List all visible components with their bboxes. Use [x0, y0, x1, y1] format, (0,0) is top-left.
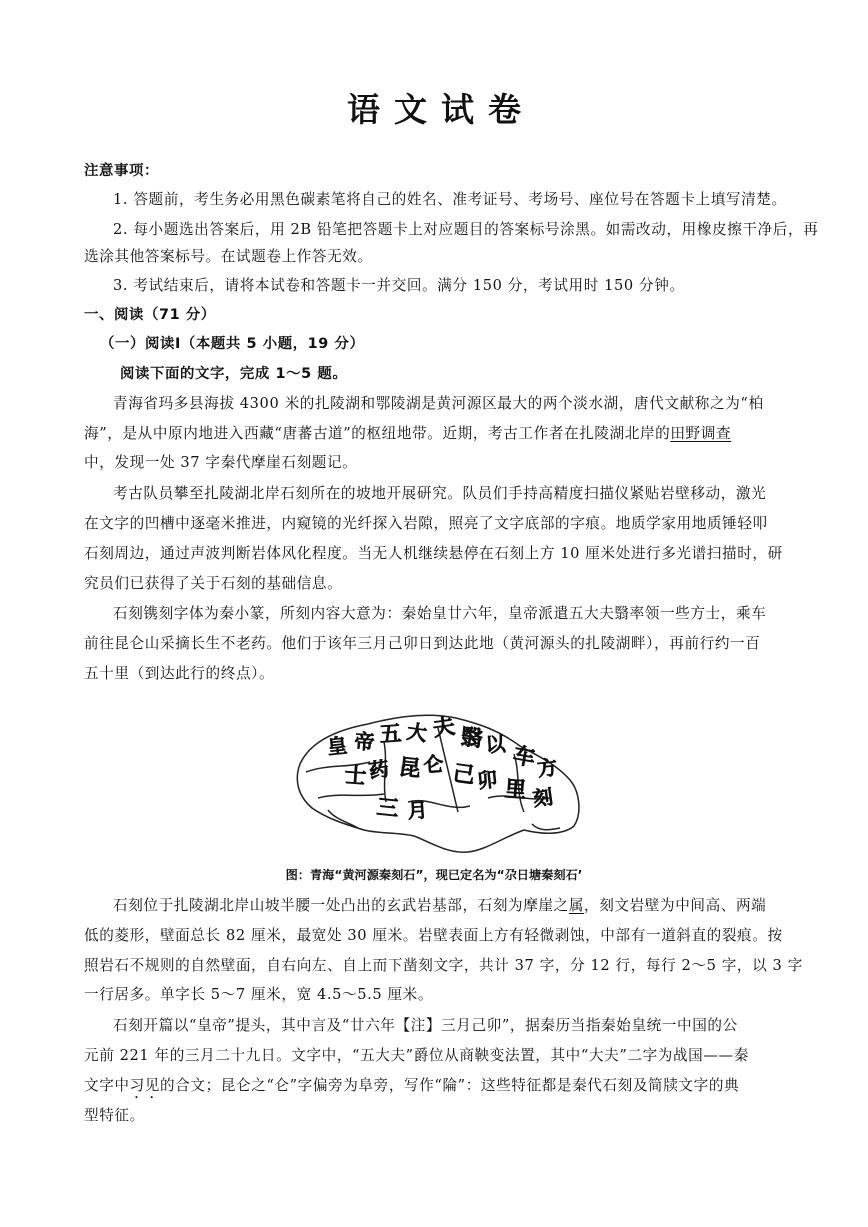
dotted-term: 习见 [129, 1077, 160, 1094]
paragraph-3-line-3: 五十里（到达此行的终点）。 [84, 665, 275, 682]
underlined-term: 田野调查 [670, 425, 732, 442]
reading-instruction: 阅读下面的文字，完成 1～5 题。 [120, 366, 348, 382]
seal-glyph: 士 [343, 762, 368, 790]
seal-glyph: 三 [375, 794, 400, 823]
seal-glyph: 五 [378, 720, 403, 748]
notice-item-3: 3. 考试结束后，请将本试卷和答题卡一并交回。满分 150 分，考试用时 150 分钟。 [113, 277, 685, 294]
seal-glyph: 仑 [422, 751, 445, 777]
seal-glyph: 车 [510, 742, 538, 772]
paragraph-4-line-4: 一行居多。单字长 5～7 厘米，宽 4.5～5.5 厘米。 [84, 986, 434, 1003]
paragraph-2-line-4: 究员们已获得了关于石刻的基础信息。 [84, 575, 343, 592]
paragraph-5-line-2: 元前 221 年的三月二十九日。文字中，“五大夫”爵位从商鞅变法置，其中“大夫”二字为战国——秦 [84, 1047, 749, 1064]
paragraph-5-line-3: 文字中习见的合文；昆仑之“仑”字偏旁为阜旁，写作“陯”：这些特征都是秦代石刻及简牍文字的典 [84, 1077, 740, 1094]
part-heading: （一）阅读Ⅰ（本题共 5 小题，19 分） [100, 336, 365, 352]
seal-glyph: 己 [451, 760, 477, 790]
seal-glyph: 药 [367, 756, 391, 783]
seal-glyph: 夫 [431, 713, 457, 742]
seal-glyph: 帝 [353, 729, 376, 755]
figure-caption: 图：青海“黄河源秦刻石”，现已定名为“尕日塘秦刻石’ [285, 868, 583, 882]
seal-glyph: 皇 [326, 733, 349, 759]
paragraph-1-line-2: 海”，是从中原内地进入西藏“唐蕃古道”的枢纽地带。近期，考古工作者在扎陵湖北岸的田野调查 [84, 425, 732, 442]
seal-glyph: 卯 [476, 767, 499, 793]
paragraph-1-line-1: 青海省玛多县海拔 4300 米的扎陵湖和鄂陵湖是黄河源区最大的两个淡水湖，唐代文献称之为“柏 [113, 395, 764, 412]
paragraph-2-line-2: 在文字的凹槽中逐毫米推进，内窥镜的光纤探入岩隙，照亮了文字底部的字痕。地质学家用地质锤轻叩 [84, 515, 768, 532]
section-heading: 一、阅读（71 分） [84, 307, 216, 323]
notice-item-2: 2. 每小题选出答案后，用 2B 铅笔把答题卡上对应题目的答案标号涂黑。如需改动，用橡皮擦干净后，再 [113, 221, 819, 238]
notice-heading: 注意事项： [84, 163, 159, 179]
seal-glyph: 翳 [459, 724, 484, 753]
seal-glyph: 昆 [397, 754, 422, 783]
paragraph-4-line-2: 低的菱形，壁面总长 82 厘米，最宽处 30 厘米。岩壁表面上方有轻微剥蚀，中部有一道斜直的裂痕。按 [84, 927, 783, 944]
paragraph-5-line-4: 型特征。 [84, 1107, 145, 1124]
paragraph-5-line-1: 石刻开篇以“皇帝”提头，其中言及“廿六年【注】三月己卯”，据秦历当指秦始皇统一中国的公 [113, 1017, 738, 1034]
paragraph-4-line-3: 照岩石不规则的自然壁面，自右向左、自上而下凿刻文字，共计 37 字，分 12 行，每行 2～5 字，以 3 字 [84, 957, 803, 974]
paragraph-2-line-1: 考古队员攀至扎陵湖北岸石刻所在的坡地开展研究。队员们手持高精度扫描仪紧贴岩壁移动，激光 [113, 485, 767, 502]
notice-item-1: 1. 答题前，考生务必用黑色碳素笔将自己的姓名、准考证号、考场号、座位号在答题卡上填写清楚。 [113, 191, 787, 208]
seal-glyph: 方 [536, 755, 559, 781]
paragraph-1-line-3: 中，发现一处 37 字秦代摩崖石刻题记。 [84, 454, 358, 471]
paragraph-3-line-2: 前往昆仑山采摘长生不老药。他们于该年三月己卯日到达此地（黄河源头的扎陵湖畔），再前行约一百 [84, 635, 761, 652]
notice-item-2-cont: 选涂其他答案标号。在试题卷上作答无效。 [84, 248, 373, 265]
seal-glyph: 里 [503, 776, 528, 804]
paragraph-2-line-3: 石刻周边，通过声波判断岩体风化程度。当无人机继续悬停在石刻上方 10 厘米处进行多光谱扫描时，研 [84, 545, 783, 562]
paragraph-3-line-1: 石刻镌刻字体为秦小篆，所刻内容大意为：秦始皇廿六年，皇帝派遣五大夫翳率领一些方士，乘车 [113, 605, 767, 622]
seal-glyph: 大 [405, 719, 429, 746]
seal-glyph: 刻 [531, 784, 555, 811]
seal-glyph: 以 [484, 731, 507, 757]
page-title: 语文试卷 [347, 90, 535, 129]
paragraph-4-line-1: 石刻位于扎陵湖北岸山坡半腰一处凸出的玄武岩基部，石刻为摩崖之属，刻文岩壁为中间高、两端 [113, 897, 767, 914]
rock-inscription-drawing [288, 702, 588, 857]
seal-glyph: 月 [406, 797, 429, 823]
